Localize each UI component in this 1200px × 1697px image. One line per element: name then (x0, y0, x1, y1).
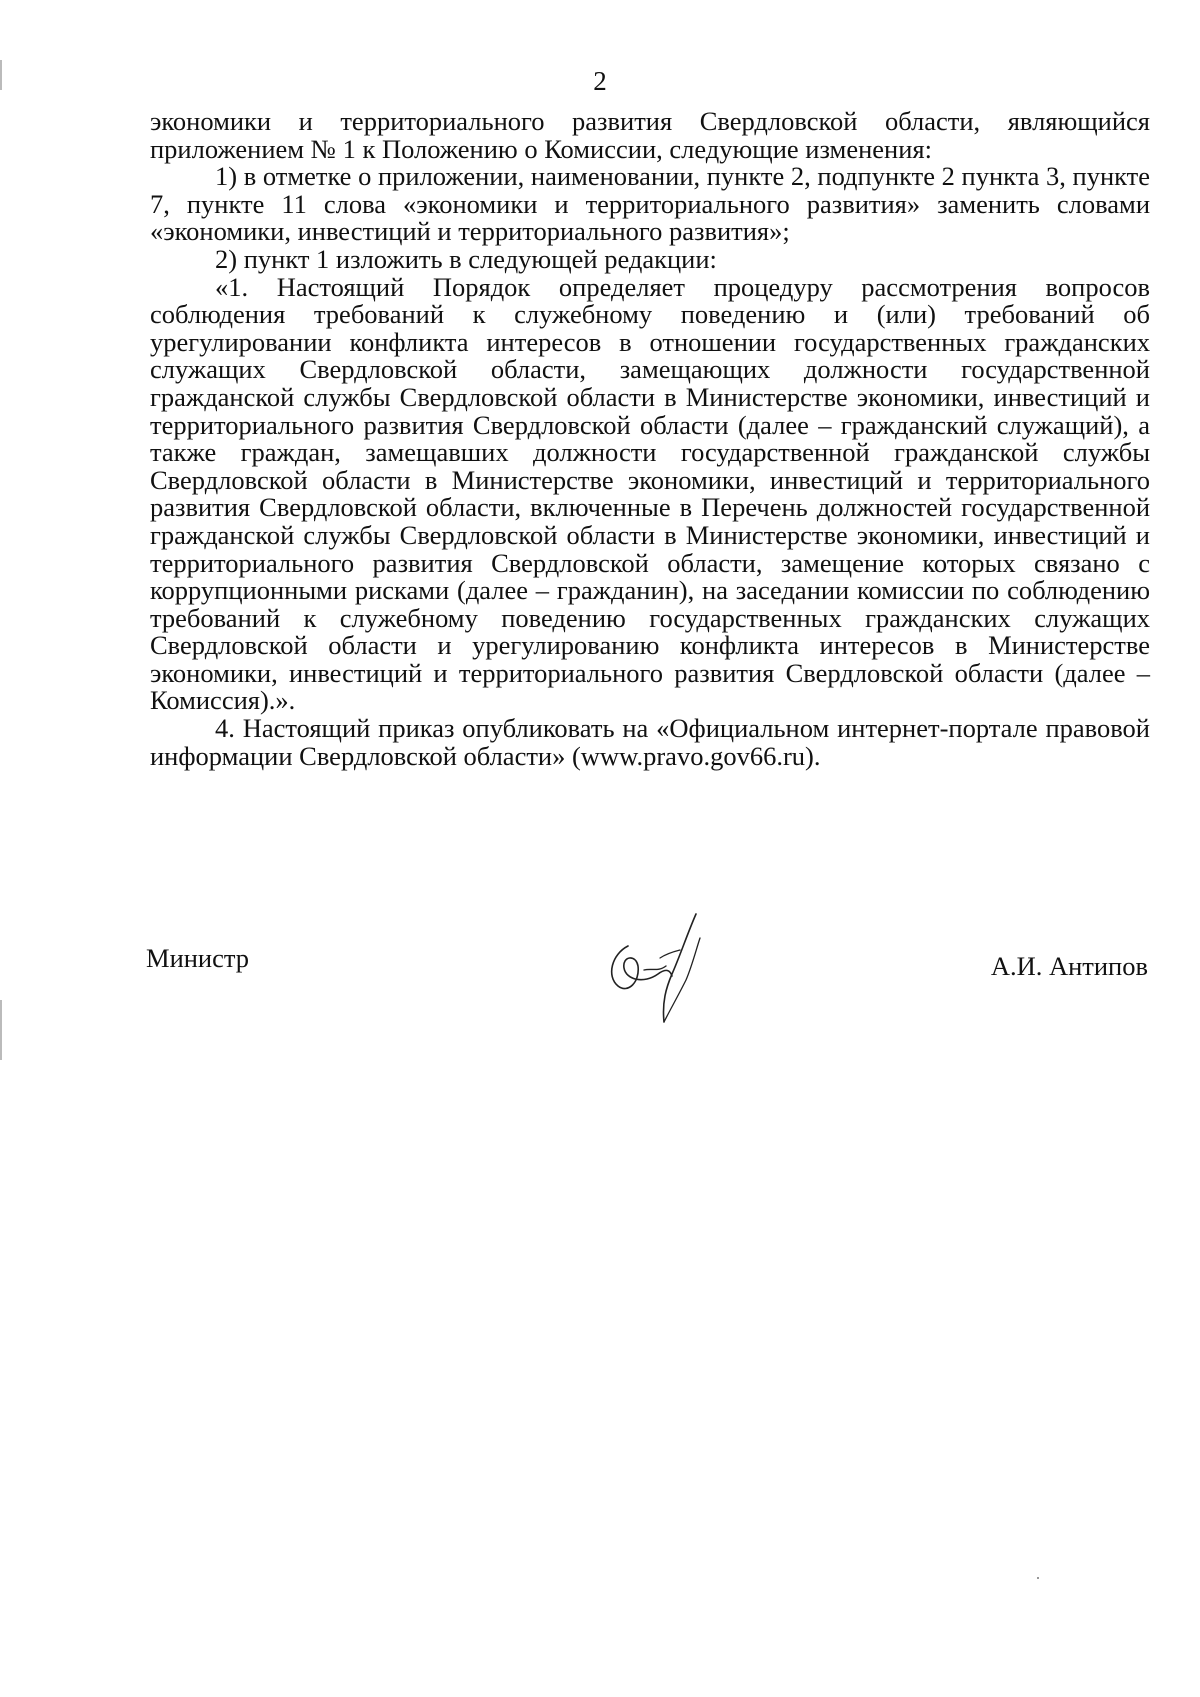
signatory-name: А.И. Антипов (990, 951, 1148, 981)
paragraph-continuation: экономики и территориального развития Свердловской области, являющийся приложением № 1 к Положению о Комиссии, следующие изменения: (150, 106, 1150, 164)
page-number: 2 (593, 66, 607, 96)
paragraph-item-1: 1) в отметке о приложении, наименовании, пункте 2, подпункте 2 пункта 3, пункте 7, пункте 11 слова «экономики и территориального развития» заменить словами «экономики, инвестиций и территориального развития»; (150, 161, 1150, 247)
scan-edge-mark (0, 1000, 2, 1060)
scan-edge-mark (0, 60, 2, 90)
paragraph-publication: 4. Настоящий приказ опубликовать на «Официальном интернет-портале правовой информации Свердловской области» (www.pravo.gov66.ru). (150, 713, 1150, 771)
paragraph-quoted-clause: «1. Настоящий Порядок определяет процедуру рассмотрения вопросов соблюдения требований к служебному поведению и (или) требований об урегулировании конфликта интересов в отношении государственных гражданских служащих Свердловской области, замещающих должности государственной гражданской службы Свердловской области в Министерстве экономики, инвестиций и территориального развития Свердловской области (далее – гражданский служащий), а также граждан, замещавших должности государственной гражданской службы Свердловской области в Министерстве экономики, инвестиций и территориального развития Свердловской области, включенные в Перечень должностей государственной гражданской службы Свердловской области в Министерстве экономики, инвестиций и территориального развития Свердловской области, замещение которых связано с коррупционными рисками (далее – гражданин), на заседании комиссии по соблюдению требований к служебному поведению государственных гражданских служащих Свердловской области и урегулированию конфликта интересов в Министерстве экономики, инвестиций и территориального развития Свердловской области (далее – Комиссия).». (150, 271, 1150, 716)
signatory-position: Министр (146, 943, 250, 973)
scan-dot (1037, 1577, 1039, 1579)
handwritten-signature (600, 910, 730, 1030)
paragraph-item-2: 2) пункт 1 изложить в следующей редакции: (215, 243, 717, 274)
